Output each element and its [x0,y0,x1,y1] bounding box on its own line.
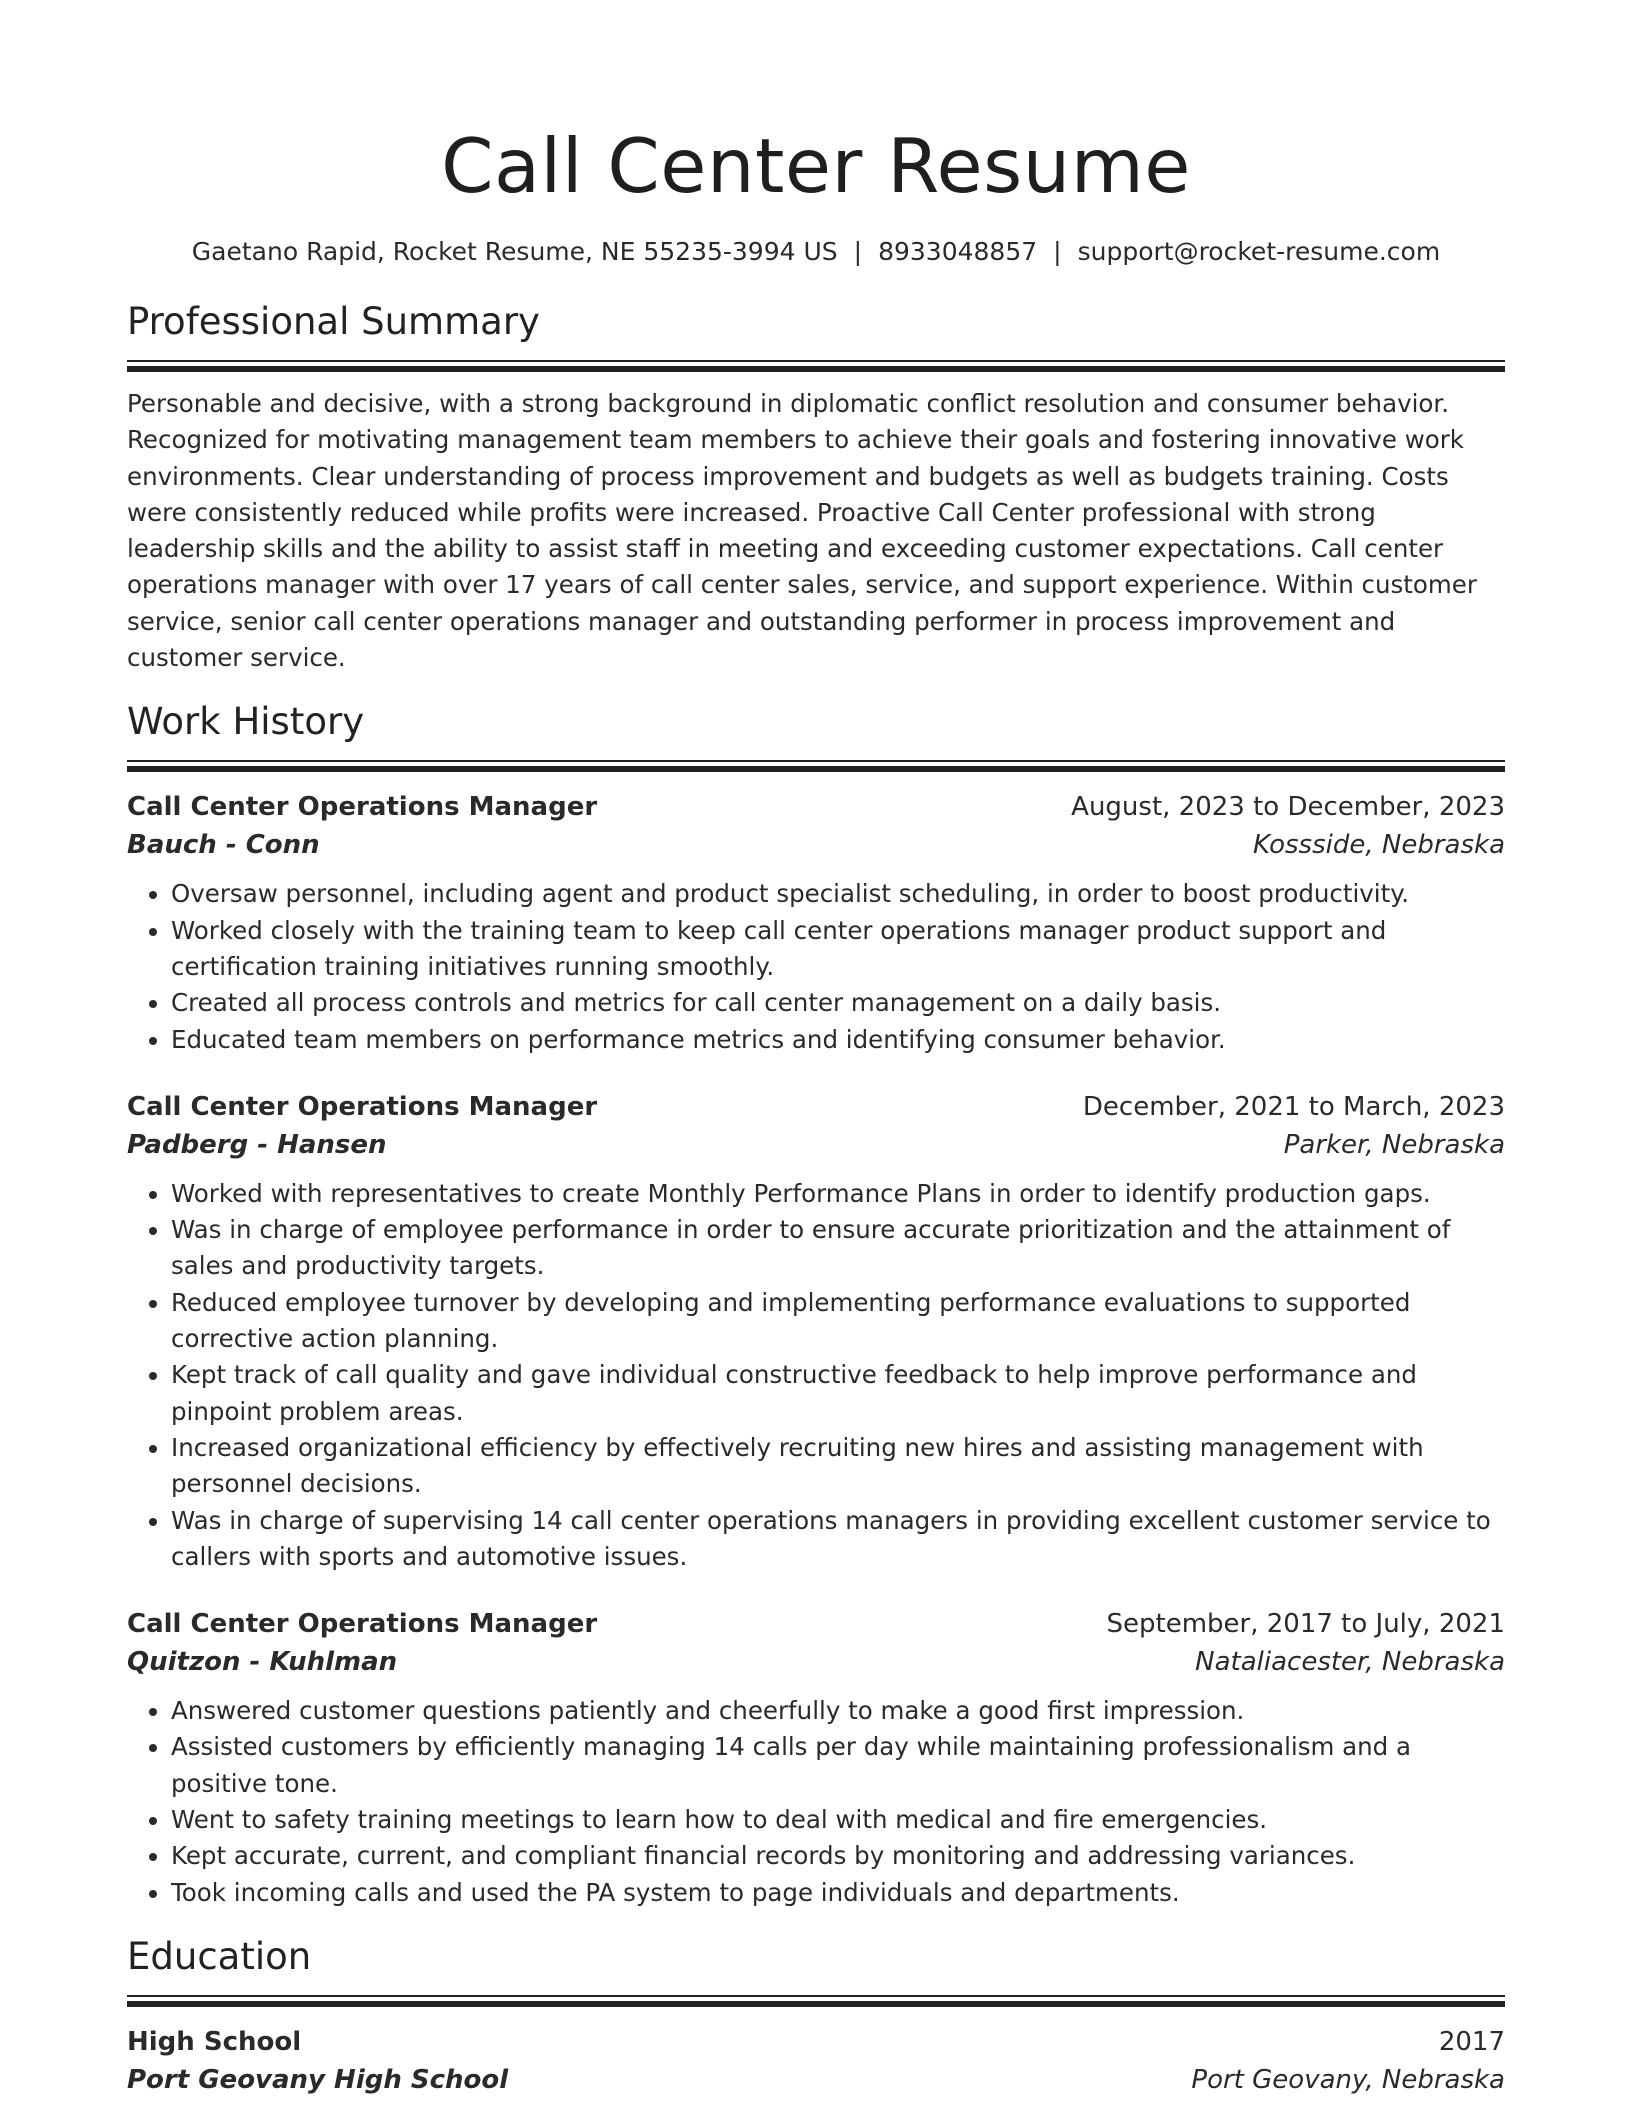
job-bullet: • Oversaw personnel, including agent and product specialist scheduling, in order to boost productivity. [171,876,1505,912]
contact-address: Gaetano Rapid, Rocket Resume, NE 55235-3994 US [191,237,838,266]
job-bullet: • Kept accurate, current, and compliant financial records by monitoring and addressing variances. [171,1838,1505,1874]
job-bullet: • Answered customer questions patiently and cheerfully to make a good first impression. [171,1693,1505,1729]
education-year: 2017 [1438,2026,1505,2057]
section-title-education: Education [127,1934,312,1978]
job-bullet: • Educated team members on performance metrics and identifying consumer behavior. [171,1022,1505,1058]
job-title: Call Center Operations Manager [127,1609,598,1640]
education-entry [127,2023,1505,2099]
job-bullet: • Created all process controls and metrics for call center management on a daily basis. [171,985,1505,1021]
section-divider [127,760,1505,772]
job-bullet: • Kept track of call quality and gave individual constructive feedback to help improve performance and pinpoint problem areas. [171,1357,1505,1430]
education-section [127,1933,1505,2099]
education-school: Port Geovany High School [127,2064,509,2095]
job-company: Quitzon - Kuhlman [127,1647,398,1678]
contact-line [127,236,1505,268]
job-bullet: • Went to safety training meetings to learn how to deal with medical and fire emergencies. [171,1802,1505,1838]
job-bullet: • Worked closely with the training team to keep call center operations manager product support and certification training initiatives running smoothly. [171,913,1505,986]
job-entry [127,1605,1505,1911]
contact-separator: | [853,237,863,266]
job-dates: December, 2021 to March, 2023 [1082,1091,1505,1122]
job-bullets [127,1693,1505,1911]
job-bullets [127,876,1505,1057]
job-entry [127,788,1505,1057]
section-title-work-history: Work History [127,700,365,744]
job-bullet: • Reduced employee turnover by developing and implementing performance evaluations to supported corrective action planning. [171,1285,1505,1358]
contact-phone: 8933048857 [878,237,1038,266]
job-title: Call Center Operations Manager [127,792,598,823]
job-bullet: • Increased organizational efficiency by effectively recruiting new hires and assisting management with personnel decisions. [171,1430,1505,1503]
job-company: Padberg - Hansen [127,1129,387,1160]
job-bullet: • Worked with representatives to create Monthly Performance Plans in order to identify production gaps. [171,1176,1505,1212]
summary-section [127,298,1505,676]
job-bullet: • Took incoming calls and used the PA system to page individuals and departments. [171,1875,1505,1911]
job-title: Call Center Operations Manager [127,1091,598,1122]
job-company: Bauch - Conn [127,830,320,861]
job-bullet: • Was in charge of employee performance in order to ensure accurate prioritization and the attainment of sales and productivity targets. [171,1212,1505,1285]
job-bullet: • Assisted customers by efficiently managing 14 calls per day while maintaining professionalism and a positive tone. [171,1729,1505,1802]
contact-separator: | [1053,237,1062,266]
section-divider [127,1995,1505,2007]
job-bullet: • Was in charge of supervising 14 call center operations managers in providing excellent customer service to callers with sports and automotive issues. [171,1503,1505,1576]
job-location: Kossside, Nebraska [1252,830,1505,861]
job-location: Parker, Nebraska [1283,1129,1505,1160]
job-location: Nataliacester, Nebraska [1195,1647,1505,1678]
summary-text: Personable and decisive, with a strong background in diplomatic conflict resolution and consumer behavior. Recognized for motivating management team members to achieve their goals and fostering innovative work environments. Clear understanding of process improvement and budgets as well as budgets training. Costs were consistently reduced while profits were increased. Proactive Call Center professional with strong leadership skills and the ability to assist staff in meeting and exceeding customer expectations. Call center operations manager with over 17 years of call center sales, service, and support experience. Within customer service, senior call center operations manager and outstanding performer in process improvement and customer service. [127,389,1477,673]
contact-email: support@rocket-resume.com [1077,237,1441,266]
job-bullets [127,1176,1505,1575]
work-history-section [127,698,1505,1911]
resume-title: Call Center Resume [441,122,1191,210]
section-divider [127,360,1505,372]
education-degree: High School [127,2026,302,2057]
job-dates: August, 2023 to December, 2023 [1071,792,1505,823]
education-location: Port Geovany, Nebraska [1191,2064,1505,2095]
section-title-summary: Professional Summary [127,300,540,343]
job-dates: September, 2017 to July, 2021 [1106,1609,1505,1640]
job-entry [127,1088,1505,1575]
